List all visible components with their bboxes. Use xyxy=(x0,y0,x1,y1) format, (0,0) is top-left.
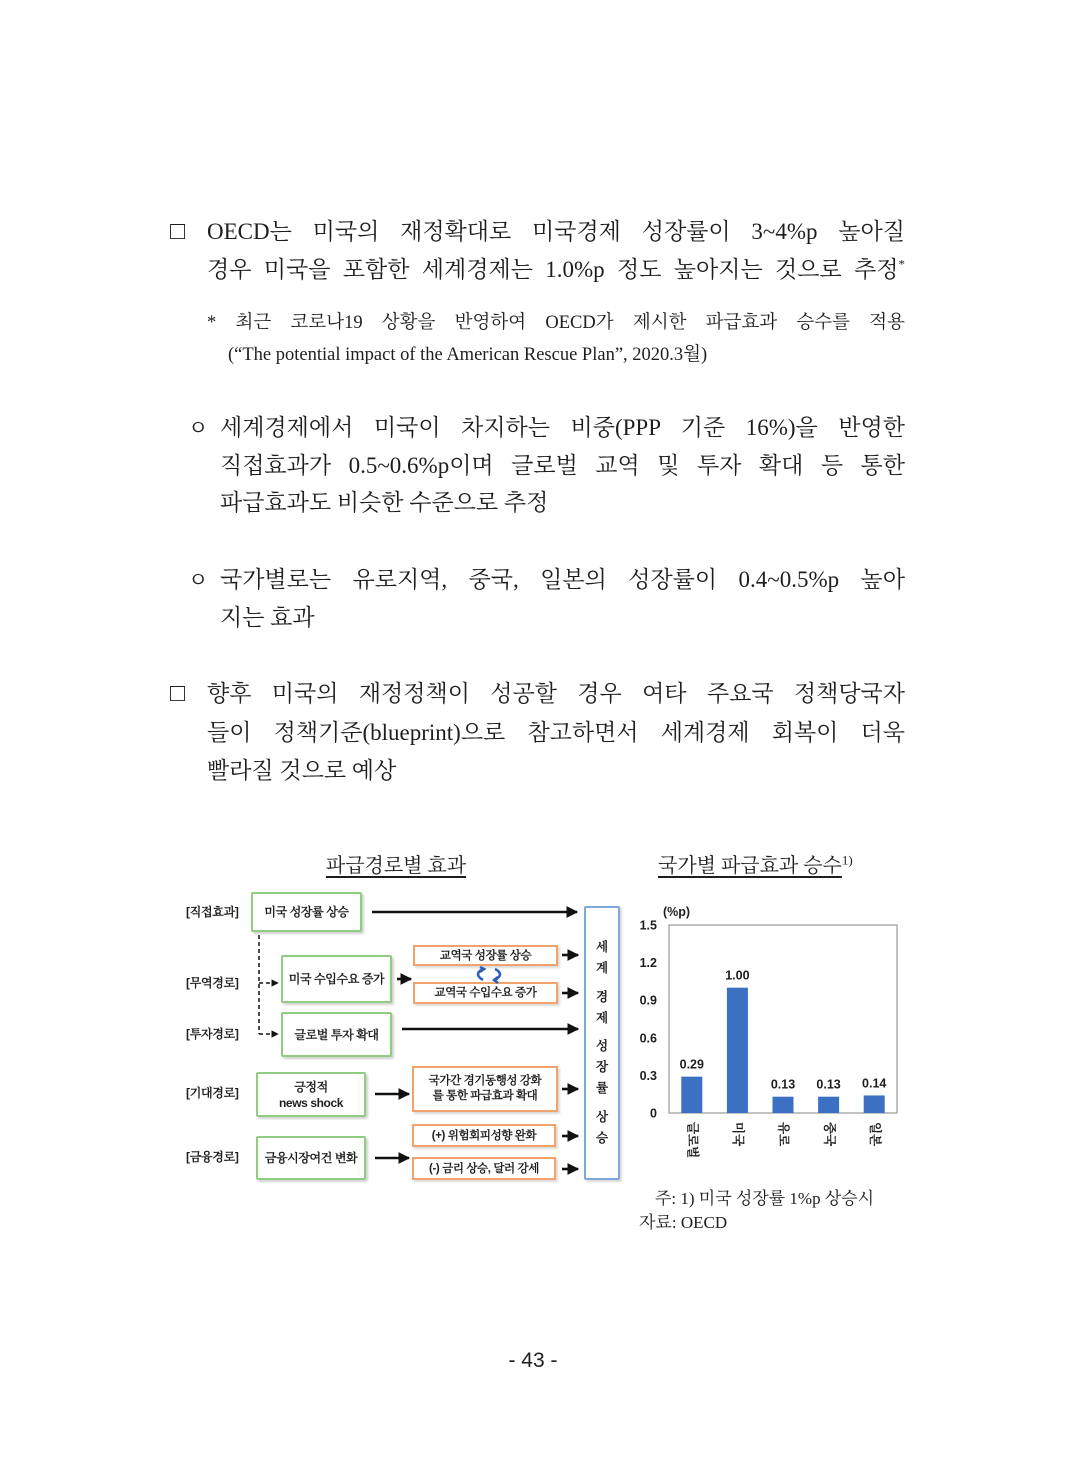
chart-title-note-marker: 1) xyxy=(841,852,853,868)
category-label: 미국 xyxy=(731,1122,746,1147)
row-label-investment: [투자경로] xyxy=(186,1027,239,1041)
y-tick-label: 1.5 xyxy=(639,918,657,933)
expectation-effect-line-2: 를 통한 파급효과 확대 xyxy=(432,1090,538,1102)
bullet-1-line-1: 세계경제에서 미국이 차지하는 비중(PPP 기준 16%)을 반영한 xyxy=(220,415,905,440)
chart-note: 주: 1) 미국 성장률 1%p 상승시 xyxy=(655,1189,875,1208)
bar-value-label: 0.14 xyxy=(862,1076,887,1091)
row-label-financial: [금융경로] xyxy=(186,1150,239,1164)
multiplier-bar-chart xyxy=(630,895,902,1180)
exchange-arrow-right-head xyxy=(494,977,498,983)
bullet-1-line-2: 직접효과가 0.5~0.6%p이며 글로벌 교역 및 투자 확대 등 통한 xyxy=(220,453,905,478)
trade-source-text: 미국 수입수요 증가 xyxy=(288,972,385,986)
page-number: - 43 - xyxy=(508,1349,558,1372)
bar-value-label: 0.13 xyxy=(770,1077,796,1092)
row-label-trade: [무역경로] xyxy=(186,976,239,990)
exchange-arrows-icon xyxy=(478,967,500,983)
y-tick-label: 0 xyxy=(650,1106,657,1121)
category-label: 중국 xyxy=(822,1122,837,1147)
diagram-arrows xyxy=(180,890,630,1190)
footnote-line-2: (“The potential impact of the American Rescue Plan”, 2020.3월) xyxy=(228,345,708,365)
y-tick-label: 0.6 xyxy=(639,1031,657,1046)
outcome-text-2: 경제 xyxy=(595,990,609,1025)
y-tick-label: 0.3 xyxy=(639,1068,657,1083)
category-label: 글로벌 xyxy=(685,1122,700,1159)
chart-bar xyxy=(727,988,748,1113)
bullet-1-marker: ㅇ xyxy=(188,416,209,440)
footnote-reference: * xyxy=(898,256,905,272)
bullet-2-line-2: 지는 효과 xyxy=(220,605,315,630)
financial-effect-text-1: (+) 위험회피성향 완화 xyxy=(431,1129,537,1142)
bar-value-label: 1.00 xyxy=(725,968,750,983)
direct-source-text: 미국 성장률 상승 xyxy=(264,905,349,919)
chart-bar xyxy=(773,1097,794,1113)
expectation-effect-line-1: 국가간 경기동행성 강화 xyxy=(428,1075,542,1087)
bullet-2-line-1: 국가별로는 유로지역, 중국, 일본의 성장률이 0.4~0.5%p 높아 xyxy=(220,567,905,592)
chart-title xyxy=(658,852,853,880)
financial-source-text: 금융시장여건 변화 xyxy=(264,1151,358,1165)
expectation-source-line-2: news shock xyxy=(278,1095,344,1110)
row-label-expectation: [기대경로] xyxy=(186,1086,239,1100)
paragraph-2-line-3: 빨라질 것으로 예상 xyxy=(207,758,397,783)
bar-value-label: 0.29 xyxy=(679,1057,704,1072)
paragraph-1-line-2 xyxy=(207,255,905,285)
paragraph-1-line-1: OECD는 미국의 재정확대로 미국경제 성장률이 3~4%p 높아질 xyxy=(207,219,905,244)
outcome-text-4: 상승 xyxy=(595,1110,609,1145)
category-label: 유로 xyxy=(776,1122,791,1147)
outcome-text-1: 세계 xyxy=(595,940,609,975)
y-tick-label: 1.2 xyxy=(639,956,657,971)
footnote-line-1: * 최근 코로나19 상황을 반영하여 OECD가 제시한 파급효과 승수를 적용 xyxy=(207,313,905,333)
category-label: 일본 xyxy=(867,1122,882,1147)
paragraph-2-line-2: 들이 정책기준(blueprint)으로 참고하면서 세계경제 회복이 더욱 xyxy=(207,720,905,745)
outcome-text-3: 성장률 xyxy=(595,1039,609,1095)
expectation-source-line-1: 긍정적 xyxy=(294,1079,328,1094)
bullet-2-marker: ㅇ xyxy=(188,568,209,592)
chart-bar xyxy=(818,1097,839,1113)
financial-effect-text-2: (-) 금리 상승, 달러 강세 xyxy=(429,1162,539,1175)
trade-effect-text-1: 교역국 성장률 상승 xyxy=(439,949,532,962)
chart-title-text: 국가별 파급효과 승수 xyxy=(658,855,842,877)
row-label-direct: [직접효과] xyxy=(186,905,239,919)
y-axis-label: (%p) xyxy=(663,905,691,919)
investment-source-text: 글로벌 투자 확대 xyxy=(294,1027,379,1042)
y-tick-label: 0.9 xyxy=(639,993,657,1008)
bar-value-label: 0.13 xyxy=(816,1077,841,1092)
paragraph-2-marker: □ xyxy=(170,680,186,707)
trade-effect-text-2: 교역국 수입수요 증가 xyxy=(434,987,537,999)
paragraph-2-line-1: 향후 미국의 재정정책이 성공할 경우 여타 주요국 정책당국자 xyxy=(207,681,905,706)
chart-bar xyxy=(864,1095,885,1113)
chart-bar xyxy=(681,1077,702,1113)
chart-source: 자료: OECD xyxy=(639,1213,728,1232)
paragraph-1-marker: □ xyxy=(170,218,186,245)
paragraph-1-line-2-text: 경우 미국을 포함한 세계경제는 1.0%p 정도 높아지는 것으로 추정 xyxy=(207,257,899,282)
bullet-1-line-3: 파급효과도 비슷한 수준으로 추정 xyxy=(220,490,549,515)
diagram-title: 파급경로별 효과 xyxy=(325,855,467,877)
